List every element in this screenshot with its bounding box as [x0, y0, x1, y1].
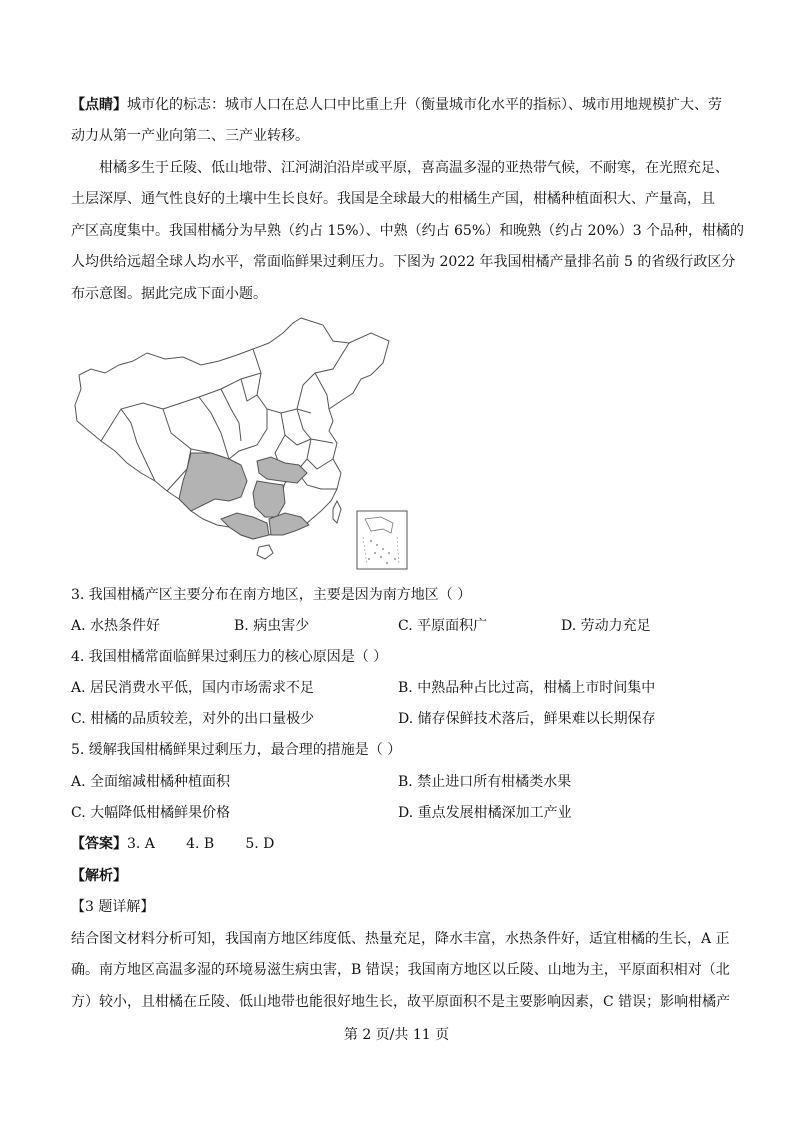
question-3-option-d: D. 劳动力充足	[561, 618, 651, 634]
passage-line-2: 土层深厚、通气性良好的土壤中生长良好。我国是全球最大的柑橘生产国，柑橘种植面积大、产量高，且	[71, 191, 715, 207]
passage-line-3: 产区高度集中。我国柑橘分为早熟（约占 15%）、中熟（约占 65%）和晚熟（约占 20%）3 个品种，柑橘的	[71, 223, 745, 239]
hunan-region	[253, 481, 285, 517]
china-citrus-map	[71, 313, 411, 571]
question-3-option-a: A. 水热条件好	[71, 618, 161, 634]
taiwan-island	[333, 501, 341, 523]
south-china-sea-inset	[357, 511, 407, 569]
hubei-region	[257, 457, 307, 483]
question-4-option-a: A. 居民消费水平低，国内市场需求不足	[71, 680, 315, 696]
guangdong-region	[269, 513, 309, 535]
question-4-option-d: D. 储存保鲜技术落后，鲜果难以长期保存	[398, 711, 656, 727]
question-4-option-b: B. 中熟品种占比过高，柑橘上市时间集中	[398, 680, 656, 696]
guangxi-region	[221, 513, 269, 539]
passage-line-4: 人均供给远超全球人均水平，常面临鲜果过剩压力。下图为 2022 年我国柑橘产量排名前 5 的省级行政区分	[71, 254, 736, 270]
detail-line-2: 确。南方地区高温多湿的环境易滋生病虫害，B 错误；我国南方地区以丘陵、山地为主，平原面积相对（北	[71, 962, 730, 978]
question-5-option-d: D. 重点发展柑橘深加工产业	[398, 805, 572, 821]
detail-label: 【3 题详解】	[71, 899, 155, 915]
question-5-option-a: A. 全面缩减柑橘种植面积	[71, 774, 231, 790]
question-5-option-b: B. 禁止进口所有柑橘类水果	[398, 774, 572, 790]
detail-line-1: 结合图文材料分析可知，我国南方地区纬度低、热量充足，降水丰富，水热条件好，适宜柑橘的生长，A 正	[71, 931, 730, 947]
hainan-island	[257, 545, 273, 559]
question-4-option-c: C. 柑橘的品质较差，对外的出口量极少	[71, 711, 315, 727]
analysis-label: 【解析】	[71, 868, 127, 884]
passage-line-1: 柑橘多生于丘陵、低山地带、江河湖泊沿岸或平原，喜高温多湿的亚热带气候，不耐寒，在光照充足、	[99, 160, 729, 176]
question-4-stem: 4. 我国柑橘常面临鲜果过剩压力的核心原因是（ ）	[71, 649, 388, 665]
passage-line-5: 布示意图。据此完成下面小题。	[71, 286, 267, 302]
question-5-option-c: C. 大幅降低柑橘鲜果价格	[71, 805, 231, 821]
question-3-stem: 3. 我国柑橘产区主要分布在南方地区，主要是因为南方地区（ ）	[71, 587, 472, 603]
note-label: 【点睛】	[71, 97, 127, 113]
detail-line-3: 方）较小，且柑橘在丘陵、低山地带也能很好地生长，故平原面积不是主要影响因素，C 错误；影响柑橘产	[71, 994, 731, 1010]
answer-label: 【答案】	[71, 836, 127, 852]
note-line-1: 【点睛】城市化的标志：城市人口在总人口中比重上升（衡量城市化水平的指标）、城市用地规模扩大、劳	[71, 97, 722, 113]
answer-text: 3. A 4. B 5. D	[127, 836, 275, 852]
question-3-option-b: B. 病虫害少	[234, 618, 310, 634]
sichuan-region	[179, 453, 247, 511]
question-5-stem: 5. 缓解我国柑橘鲜果过剩压力，最合理的措施是（ ）	[71, 742, 402, 758]
question-3-option-c: C. 平原面积广	[398, 618, 488, 634]
note-line-2: 动力从第一产业向第二、三产业转移。	[71, 128, 309, 144]
answer-line	[71, 834, 731, 854]
page-footer: 第 2 页/共 11 页	[343, 1027, 450, 1043]
china-outline	[75, 318, 389, 539]
